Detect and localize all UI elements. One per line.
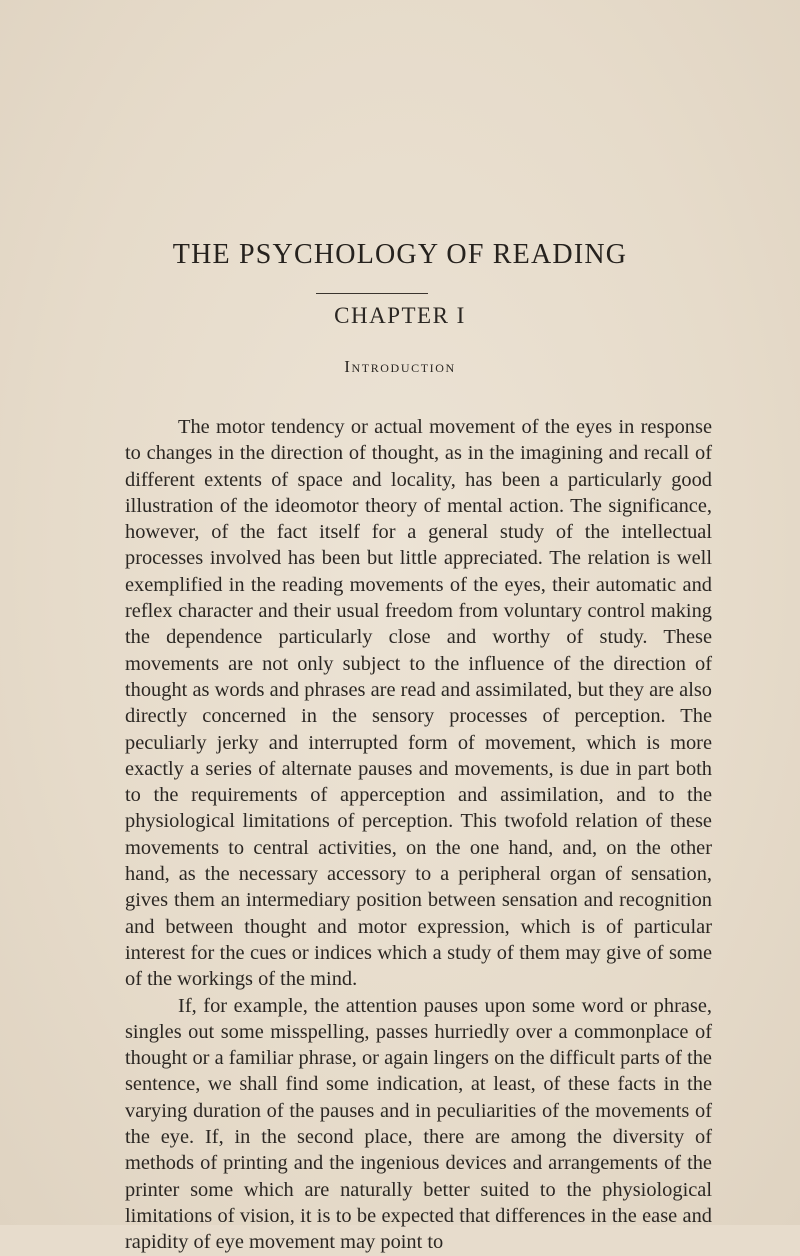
title-divider [316, 293, 428, 294]
chapter-body [125, 414, 712, 1256]
paragraph: If, for example, the attention pauses upon some word or phrase, singles out some misspelling, passes hurriedly over a commonplace of thought or a familiar phrase, or again lingers on the difficult parts of the sentence, we shall find some indication, at least, of these facts in the varying duration of the pauses and in peculiarities of the movements of the eye. If, in the second place, there are among the diversity of methods of printing and the ingenious devices and arrangements of the printer some which are naturally better suited to the physiological limitations of vision, it is to be expected that differences in the ease and rapidity of eye movement may point to [125, 994, 712, 1254]
chapter-title: Introduction [344, 357, 456, 376]
chapter-number: CHAPTER I [334, 303, 466, 328]
paragraph: The motor tendency or actual movement of the eyes in response to changes in the direction of thought, as in the imagining and recall of different extents of space and locality, has been a particularly good illustration of the ideomotor theory of mental action. The significance, however, of the fact itself for a general study of the intellectual processes involved has been but little appreciated. The relation is well exemplified in the reading movements of the eyes, their automatic and reflex character and their usual freedom from voluntary control making the dependence particularly close and worthy of study. These movements are not only subject to the influence of the direction of thought as words and phrases are read and assimilated, but they are also directly concerned in the sensory processes of perception. The peculiarly jerky and interrupted form of movement, which is more exactly a series of alternate pauses and movements, is due in part both to the requirements of apperception and assimilation, and to the physiological limitations of perception. This twofold relation of these movements to central activities, on the one hand, and, on the other hand, as the necessary accessory to a peripheral organ of sensation, gives them an intermediary position between sensation and recognition and between thought and motor expression, which is of particular interest for the cues or indices which a study of them may give of some of the workings of the mind. [125, 416, 712, 991]
book-title: THE PSYCHOLOGY OF READING [172, 239, 628, 270]
